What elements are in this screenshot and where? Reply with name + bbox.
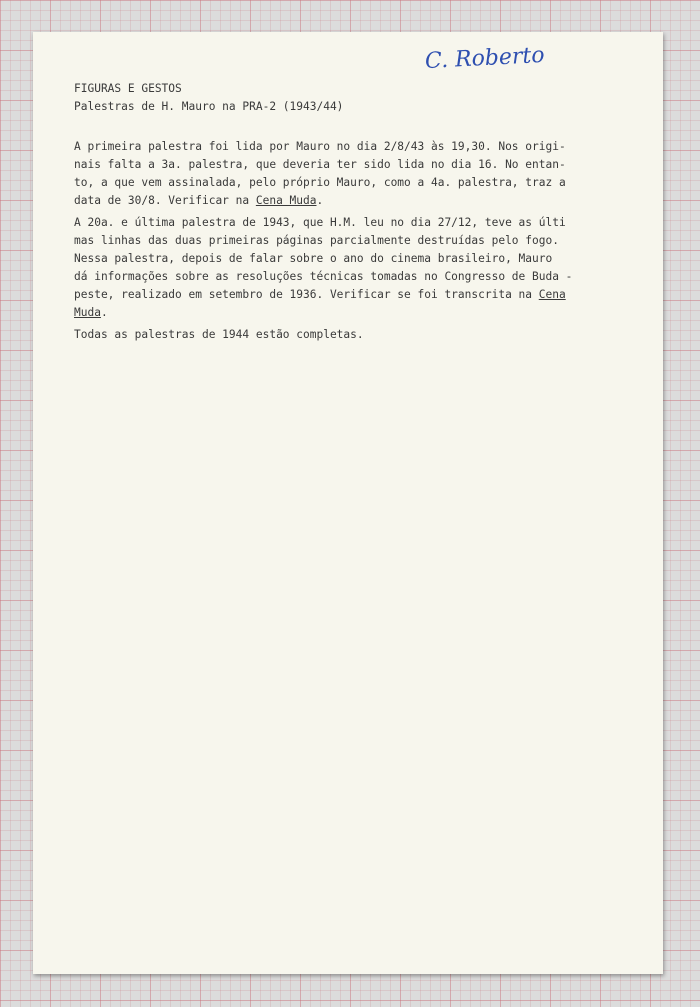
text-line: A primeira palestra foi lida por Mauro no dia 2/8/43 às 19,30. Nos origi-	[74, 140, 566, 153]
text-line	[74, 286, 634, 304]
text-line: to, a que vem assinalada, pelo próprio Mauro, como a 4a. palestra, traz a	[74, 176, 566, 189]
text-line: dá informações sobre as resoluções técnicas tomadas no Congresso de Buda -	[74, 270, 573, 283]
text-segment: .	[316, 194, 324, 207]
document-body	[74, 80, 634, 344]
text-segment: peste, realizado em setembro de 1936. Verificar se foi transcrita na	[74, 288, 539, 301]
paragraph-last-lecture-1943	[74, 214, 634, 322]
handwritten-note: C. Roberto	[424, 42, 546, 75]
underlined-title: Muda	[74, 306, 101, 319]
text-line: mas linhas das duas primeiras páginas parcialmente destruídas pelo fogo.	[74, 234, 559, 247]
paragraph-1944-lectures: Todas as palestras de 1944 estão completas.	[74, 328, 364, 341]
document-heading: FIGURAS E GESTOS	[74, 82, 182, 95]
paragraph-first-lecture	[74, 138, 634, 210]
underlined-title: Cena	[538, 288, 566, 301]
text-line: nais falta a 3a. palestra, que deveria ter sido lida no dia 16. No entan-	[74, 158, 566, 171]
text-segment: .	[100, 306, 108, 319]
text-line	[74, 304, 634, 322]
text-segment: data de 30/8. Verificar na	[74, 194, 256, 207]
underlined-title: Cena Muda	[255, 194, 317, 207]
typed-document-page	[33, 32, 663, 974]
text-line: Nessa palestra, depois de falar sobre o ano do cinema brasileiro, Mauro	[74, 252, 553, 265]
document-subtitle: Palestras de H. Mauro na PRA-2 (1943/44)	[74, 100, 344, 113]
text-line	[74, 192, 634, 210]
text-line: A 20a. e última palestra de 1943, que H.M. leu no dia 27/12, teve as últi	[74, 216, 566, 229]
